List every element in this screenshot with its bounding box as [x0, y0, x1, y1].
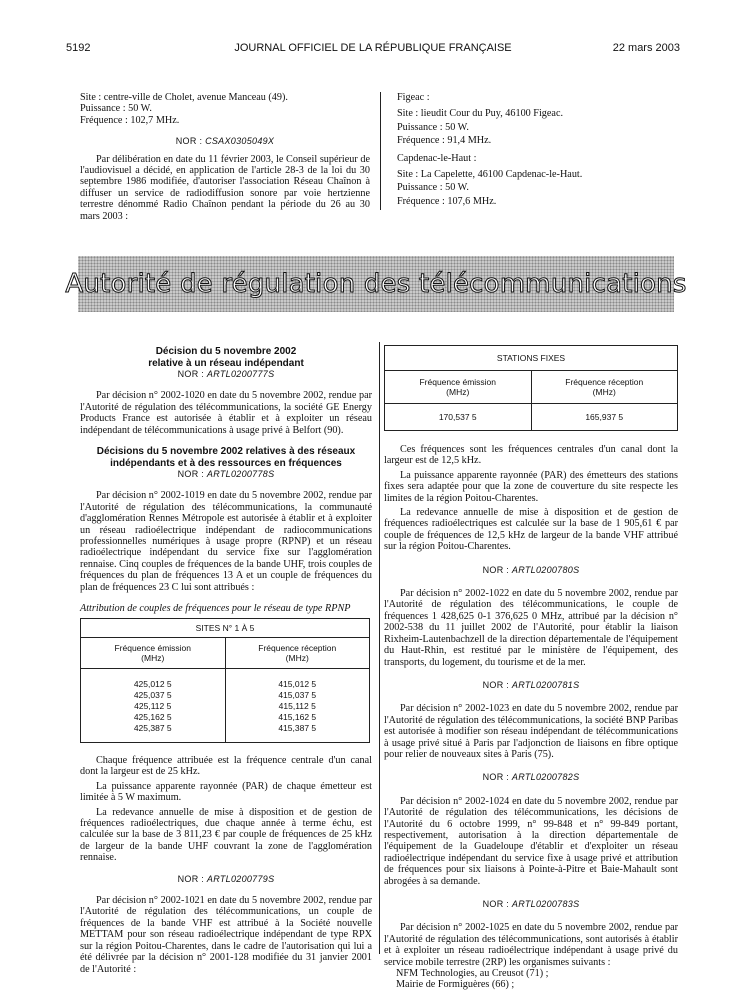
nor-code: CSAX0305049X — [205, 136, 275, 147]
nor-label: NOR : — [482, 899, 510, 909]
nor-label: NOR : — [482, 564, 510, 575]
nor-reference — [384, 565, 678, 576]
issue-date: 22 mars 2003 — [612, 42, 680, 54]
left-column-upper — [80, 346, 372, 615]
table-cell: 425,387 5 — [133, 723, 172, 733]
top-right-block — [397, 92, 677, 207]
table-cell: 425,037 5 — [133, 690, 172, 700]
paragraph: Par décision n° 2002-1025 en date du 5 novembre 2002, rendue par l'Autorité de régulation des télécommunications, sont autorisés à établir et à exploiter un réseau radioélectrique indépendant à usage privé du service mobile terrestre (2RP) les organismes suivants : — [384, 922, 678, 968]
table-cell: 425,112 5 — [134, 701, 172, 711]
nor-code: ARTL0200779S — [206, 873, 275, 884]
nor-code: ARTL0200780S — [511, 564, 580, 575]
nor-label: NOR : — [482, 772, 510, 783]
paragraph: La puissance apparente rayonnée (PAR) des émetteurs des stations fixes sera adaptée pour que la zone de couverture du site respecte les limites de la région Poitou-Charentes. — [384, 469, 678, 504]
table-title: SITES N° 1 À 5 — [81, 619, 370, 638]
decision1-title-line2: relative à un réseau indépendant — [148, 357, 304, 369]
column-rule-top — [380, 92, 381, 210]
nor-reference — [80, 136, 370, 147]
figeac-heading: Figeac : — [397, 92, 430, 103]
paragraph: Par décision n° 2002-1022 en date du 5 novembre 2002, rendue par l'Autorité de régulation des télécommunications, le couple de fréquences 1 428,625 0-1 376,625 0 MHz, attribué par la décision n° 2002-538 du 11 juillet 2002 de l'Autorité, pour établir la liaison Rixheim-Lautenbachzell de la direction départementale de l'équipement du Haut-Rhin, est restitué par le ministère de l'équipement, des transports, du logement, du tourisme et de la mer. — [384, 588, 678, 668]
puissance-line: Puissance : 50 W. — [80, 103, 152, 115]
table-cell: 425,012 5 — [133, 679, 172, 689]
reception-values — [225, 669, 370, 743]
table-cell: 415,387 5 — [278, 723, 317, 733]
frequence-line: Fréquence : 102,7 MHz. — [80, 114, 180, 126]
decision2-title-line2: indépendants et à des ressources en fréquences — [110, 457, 342, 469]
nor-reference — [384, 899, 678, 910]
capdenac-heading: Capdenac-le-Haut : — [397, 152, 477, 164]
organisation-item: NFM Technologies, au Creusot (71) ; — [396, 968, 549, 980]
nor-label: NOR : — [177, 369, 205, 379]
section-title: Autorité de régulation des télécommunications — [65, 269, 687, 299]
decision1-nor — [80, 369, 372, 380]
capdenac-frequence: Fréquence : 107,6 MHz. — [397, 195, 497, 207]
nor-label: NOR : — [482, 679, 510, 690]
right-column — [384, 444, 678, 991]
table-cell: 425,162 5 — [133, 712, 172, 722]
decision2-text: Par décision n° 2002-1019 en date du 5 novembre 2002, rendue par l'Autorité de régulation des télécommunications, la communauté d'agglomération Rennes Métropole est autorisée à établir et à exploiter un réseau radioélectrique indépendant de radiocommunications professionnelles numériques à usage propre (RPNP) et un réseau radioélectrique indépendant du service fixe sur l'agglomération rennaise. Cinq couples de fréquences de la bande UHF, trois couples de fréquences du plan de fréquences 13 A et un couple de fréquences du plan de fréquences 23 C lui sont attribués : — [80, 490, 372, 593]
paragraph: La puissance apparente rayonnée (PAR) de chaque émetteur est limitée à 5 W maximum. — [80, 780, 372, 804]
section-banner — [65, 256, 687, 312]
paragraph: Par décision n° 2002-1021 en date du 5 novembre 2002, rendue par l'Autorité de régulation des télécommunications, un couple de fréquences de la bande VHF est attribué à la Société nouvelle METTAM pour son réseau radioélectrique indépendant de type RPX sur la région Poitou-Charentes, dans le cadre de l'autorisation qui lui a été délivrée par la décision n° 2001-128 modifiée du 31 janvier 2001 de l'Autorité : — [80, 895, 372, 975]
paragraph: Par décision n° 2002-1023 en date du 5 novembre 2002, rendue par l'Autorité de régulation des télécommunications, la société BNP Paribas est autorisée à modifier son réseau indépendant de télécommunications à usage privé situé à Paris par l'adjonction de liaisons en fibre optique pour relier de nouveaux sites à Paris (75). — [384, 703, 678, 760]
top-left-block — [80, 92, 370, 222]
paragraph: Chaque fréquence attribuée est la fréquence centrale d'un canal dont la largeur est de 25 kHz. — [80, 755, 372, 778]
nor-code: ARTL0200783S — [511, 899, 580, 909]
nor-code: ARTL0200781S — [511, 679, 580, 690]
column-header-reception: Fréquence réception (MHz) — [531, 371, 678, 404]
paragraph: La redevance annuelle de mise à disposition et de gestion de fréquences radioélectriques, due chaque année à terme échu, est calculée sur la base de 3 811,23 € par couple de fréquences de 25 kHz de largeur de la bande UHF couvrant la zone de l'agglomération rennaise. — [80, 806, 372, 864]
nor-label: NOR : — [177, 873, 205, 884]
capdenac-site: Site : La Capelette, 46100 Capdenac-le-Haut. — [397, 169, 583, 181]
rpnp-frequency-table — [80, 618, 370, 743]
nor-reference — [384, 680, 678, 691]
nor-code: ARTL0200782S — [511, 772, 580, 783]
paragraph: Par décision n° 2002-1024 en date du 5 novembre 2002, rendue par l'Autorité de régulation des télécommunications, les décisions de l'Autorité du 6 octobre 1999, n° 99-848 et n° 99-849 portant, respectivement, autorisation à la direction départementale de l'équipement de la Guadeloupe d'établir et d'exploiter un réseau radioélectrique indépendant du service fixe à usage privé et attribution de fréquences pour six liaisons à Pointe-à-Pitre et Baie-Mahault sont abrogées à sa demande. — [384, 795, 678, 887]
nor-label: NOR : — [175, 136, 203, 147]
nor-code: ARTL0200777S — [206, 369, 275, 379]
figeac-frequence: Fréquence : 91,4 MHz. — [397, 135, 492, 147]
figeac-puissance: Puissance : 50 W. — [397, 121, 469, 133]
table-cell: 415,112 5 — [278, 701, 316, 711]
capdenac-puissance: Puissance : 50 W. — [397, 182, 469, 194]
journal-title: JOURNAL OFFICIEL DE LA RÉPUBLIQUE FRANÇAISE — [234, 42, 512, 54]
table-cell: 165,937 5 — [531, 404, 678, 431]
table-cell: 170,537 5 — [385, 404, 532, 431]
table-cell: 415,012 5 — [278, 679, 317, 689]
site-line: Site : centre-ville de Cholet, avenue Manceau (49). — [80, 92, 288, 103]
page-number: 5192 — [66, 42, 91, 54]
emission-values — [81, 669, 226, 743]
table-title: STATIONS FIXES — [385, 346, 678, 371]
table-caption: Attribution de couples de fréquences pour le réseau de type RPNP — [80, 603, 351, 615]
paragraph: La redevance annuelle de mise à disposition et de gestion de fréquences radioélectriques est calculée sur la base de 1 905,61 € par couple de fréquences de 12,5 kHz de largeur de la bande VHF attribué sur la région Poitou-Charentes. — [384, 507, 678, 553]
nor-code: ARTL0200778S — [206, 469, 275, 480]
figeac-site: Site : lieudit Cour du Puy, 46100 Figeac. — [397, 108, 564, 120]
organisation-item: Mairie de Formiguères (66) ; — [396, 979, 515, 991]
decision2-nor — [80, 469, 372, 480]
table-cell: 415,037 5 — [278, 690, 317, 700]
column-header-emission: Fréquence émission (MHz) — [385, 371, 532, 404]
column-header-reception: Fréquence réception (MHz) — [225, 638, 370, 669]
decision1-text: Par décision n° 2002-1020 en date du 5 novembre 2002, rendue par l'Autorité de régulation des télécommunications, la société GE Energy Products France est autorisée à établir et à exploiter un réseau indépendant de télécommunications à usage privé à Belfort (90). — [80, 390, 372, 436]
decision1-title-line1: Décision du 5 novembre 2002 — [155, 346, 297, 357]
stations-fixes-table — [384, 345, 678, 431]
csa-paragraph: Par délibération en date du 11 février 2003, le Conseil supérieur de l'audiovisuel a décidé, en application de l'article 28-3 de la loi du 30 septembre 1986 modifiée, d'autoriser l'association Réseau Chaînon à diffuser un service de radiodiffusion sonore par voie hertzienne terrestre dénommé Radio Chaînon pendant la période du 26 au 30 mars 2003 : — [80, 153, 370, 222]
nor-reference — [384, 772, 678, 783]
left-column-lower — [80, 755, 372, 975]
table-cell: 415,162 5 — [278, 712, 317, 722]
nor-reference — [80, 874, 372, 885]
nor-label: NOR : — [177, 469, 205, 480]
column-header-emission: Fréquence émission (MHz) — [81, 638, 226, 669]
paragraph: Ces fréquences sont les fréquences centrales d'un canal dont la largeur est de 12,5 kHz. — [384, 444, 678, 467]
column-rule — [379, 342, 380, 954]
decision2-title-line1: Décisions du 5 novembre 2002 relatives à des réseaux — [96, 446, 356, 458]
